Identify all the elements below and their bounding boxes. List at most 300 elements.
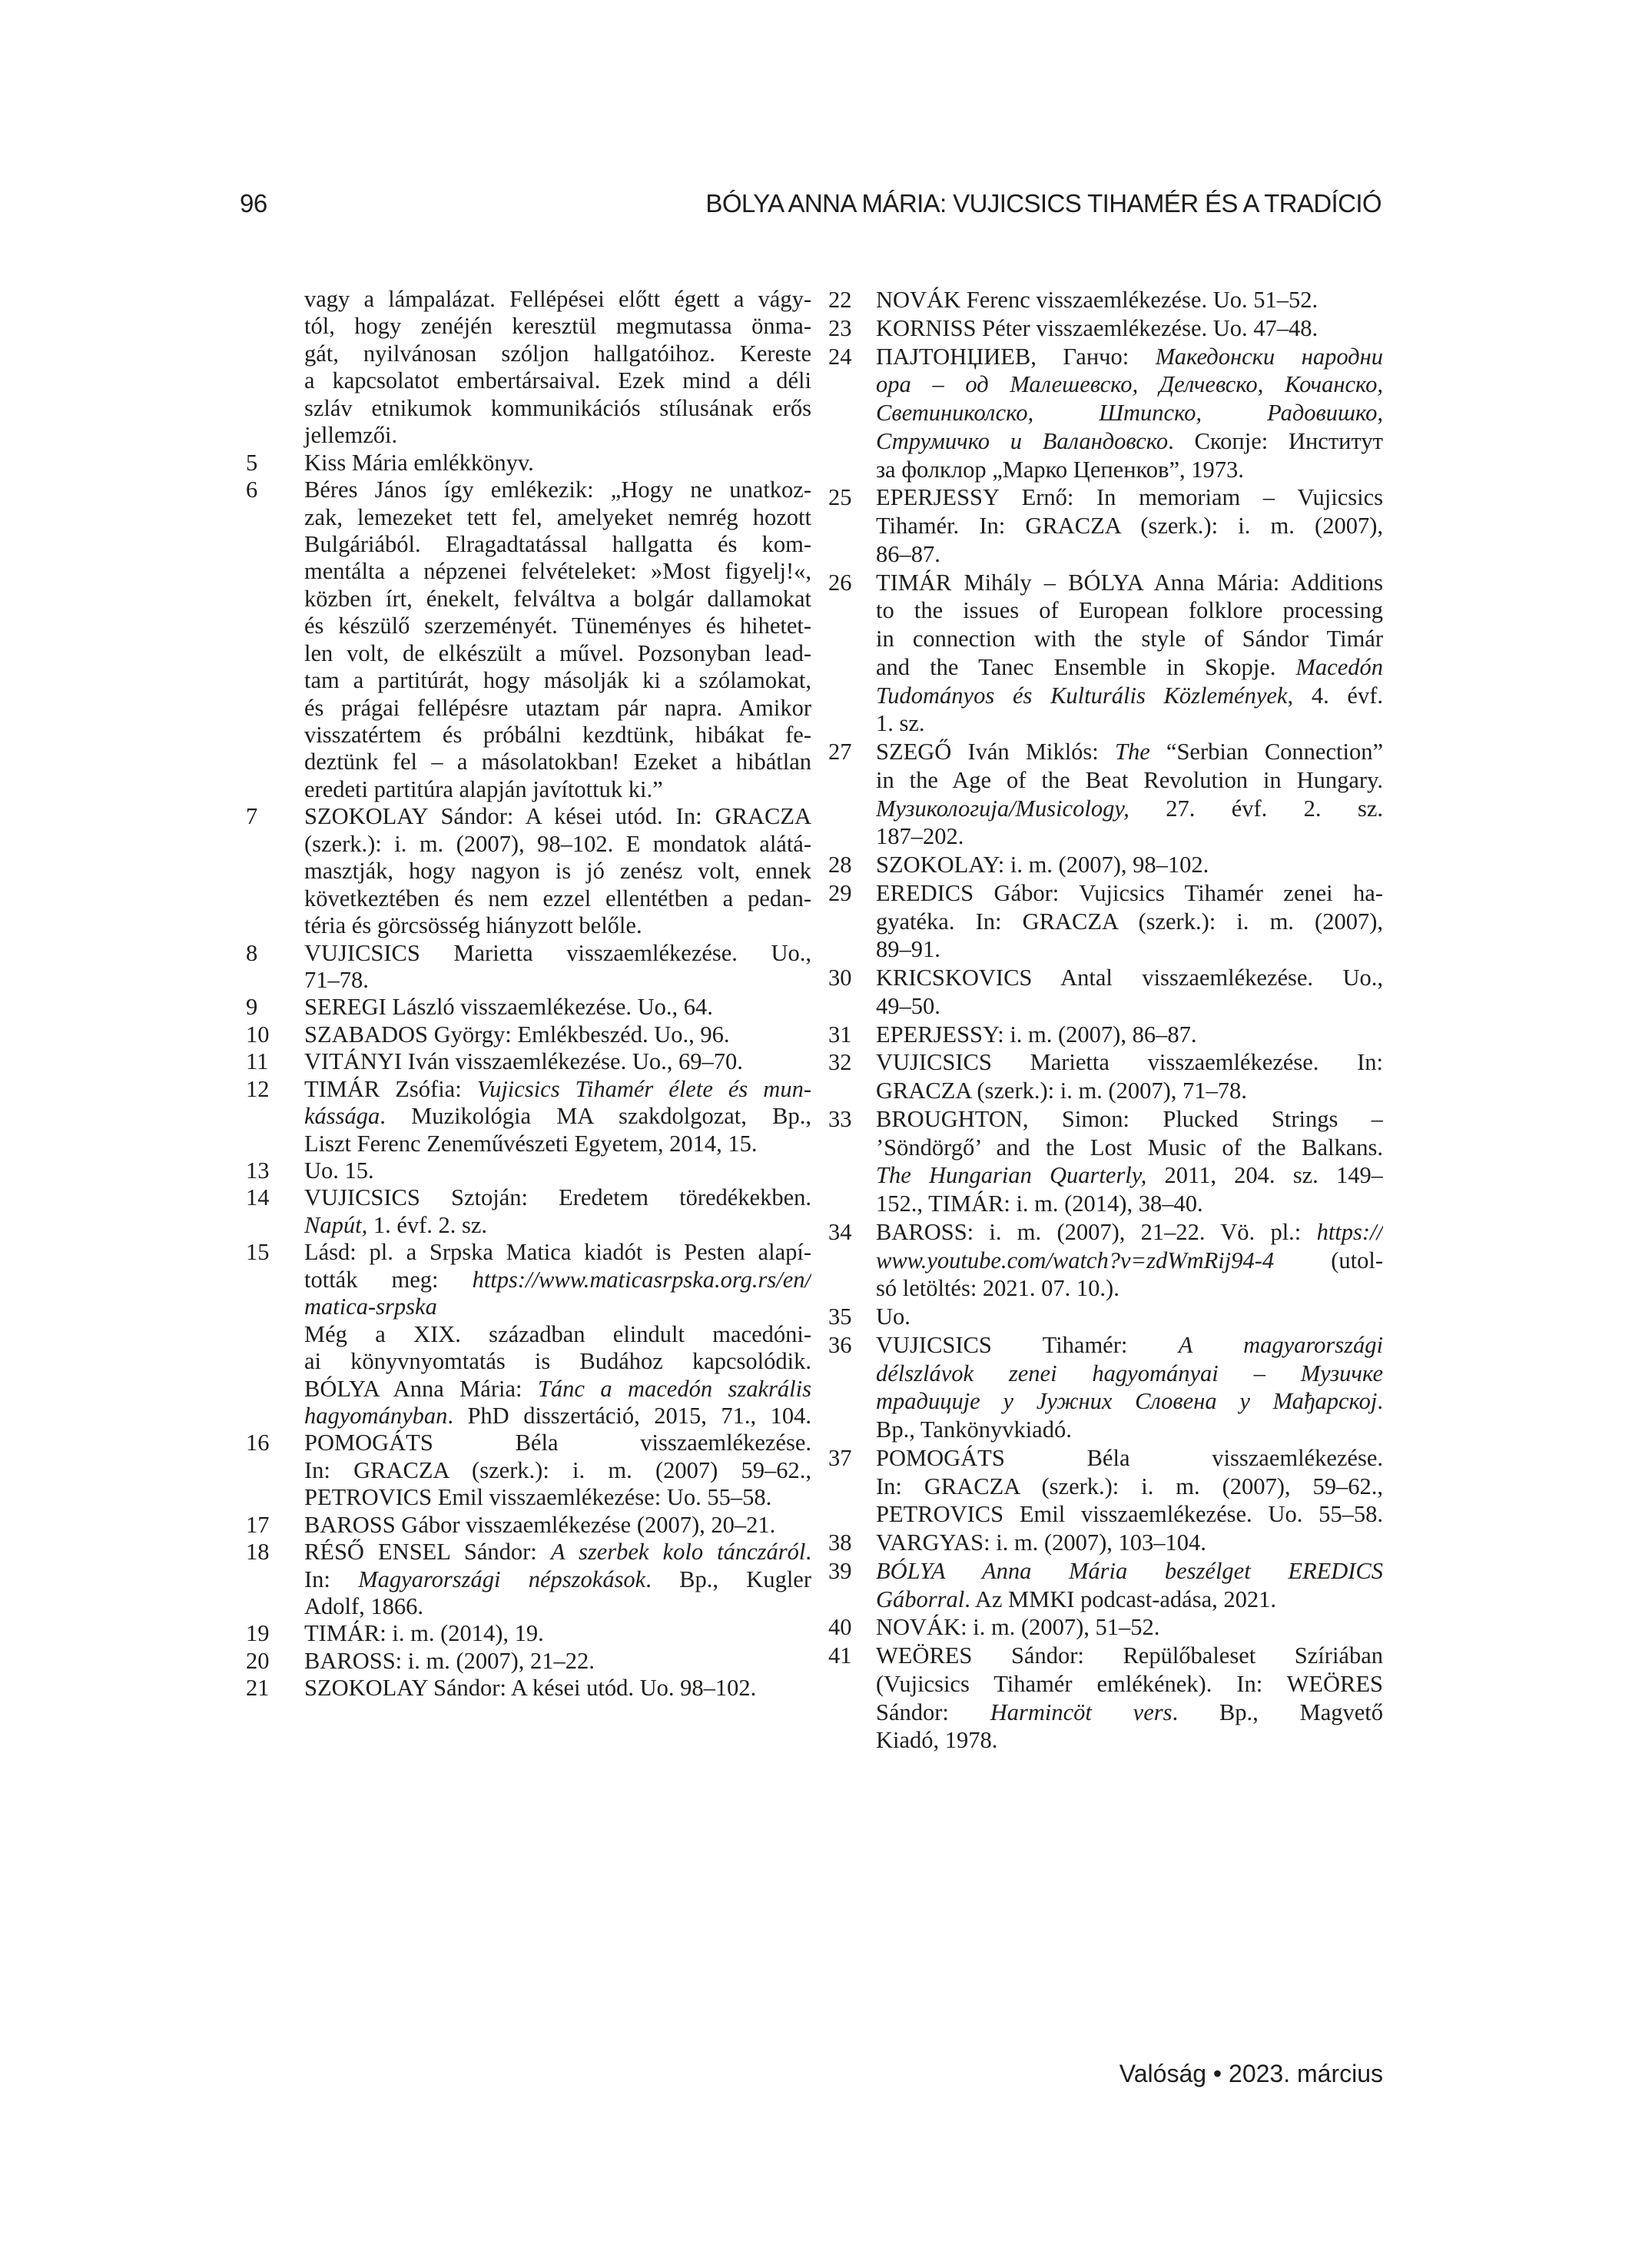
- note-text-segment: Még a XIX. században elindult macedóni-: [304, 1320, 811, 1347]
- note-text-segment: VUJICSICS Marietta visszaemlékezése. Uo.,: [304, 939, 811, 966]
- note-text: [304, 477, 811, 503]
- note-text-segment: POMOGÁTS Béla visszaemlékezése.: [876, 1444, 1383, 1471]
- note-text-italic: Magyarországi népszokások: [358, 1566, 646, 1592]
- note-text-segment: 71–78.: [304, 966, 369, 993]
- note-line: [246, 1267, 811, 1293]
- note-text: [876, 286, 1383, 314]
- note-number: 24: [828, 343, 852, 370]
- note-text-italic: Македонски народни: [1155, 343, 1383, 370]
- note-text-segment: 1. évf. 2. sz.: [367, 1211, 488, 1238]
- note-number: 12: [246, 1075, 270, 1102]
- note-text: [304, 1321, 811, 1348]
- note-line: [828, 1500, 1383, 1529]
- note-text-segment: In:: [304, 1566, 359, 1592]
- note-line: [246, 340, 811, 367]
- note-text: [876, 653, 1383, 682]
- note-line: [246, 558, 811, 585]
- note-text: [876, 540, 1383, 569]
- note-text-italic: A magyarországi: [1178, 1331, 1383, 1358]
- note-text: [876, 1360, 1383, 1388]
- note-number: 15: [246, 1239, 270, 1266]
- note-text: [304, 722, 811, 749]
- note-line: [246, 885, 811, 912]
- note-text-segment: VITÁNYI Iván visszaemlékezése. Uo., 69–70.: [304, 1048, 743, 1075]
- note-text-segment: Adolf, 1866.: [304, 1593, 424, 1619]
- note-line: [246, 1212, 811, 1239]
- note-text-segment: TIMÁR: i. m. (2014), 19.: [304, 1620, 544, 1647]
- note-line: [246, 722, 811, 749]
- note-text-segment: .: [1377, 1388, 1383, 1415]
- note-text-segment: BÓLYA Anna Mária:: [304, 1375, 538, 1402]
- note-text: [876, 1473, 1383, 1501]
- note-text-segment: In: GRACZA (szerk.): i. m. (2007), 59–62.,: [876, 1473, 1383, 1499]
- note-text: [876, 1500, 1383, 1529]
- note-text: [876, 399, 1383, 427]
- note-text-segment: , 4. évf.: [1287, 682, 1383, 709]
- note-line: [246, 1376, 811, 1403]
- left-notes-column: [246, 286, 811, 1702]
- note-text-segment: VUJICSICS Sztoján: Eredetem töredékekben.: [304, 1184, 811, 1211]
- note-text-segment: GRACZA (szerk.): i. m. (2007), 71–78.: [876, 1078, 1247, 1104]
- note-text-segment: SZOKOLAY: i. m. (2007), 98–102.: [876, 852, 1209, 878]
- note-text: [304, 558, 811, 585]
- note-text: [304, 613, 811, 639]
- note-line: [828, 569, 1383, 597]
- note-text-italic: A szerbek kolo tánczáról: [550, 1539, 806, 1566]
- note-text-segment: KRICSKOVICS Antal visszaemlékezése. Uo.,: [876, 965, 1383, 991]
- note-text: [876, 964, 1383, 992]
- note-text: [304, 640, 811, 667]
- note-number: 22: [828, 287, 852, 313]
- note-text-segment: BAROSS: i. m. (2007), 21–22. Vö. pl.:: [876, 1218, 1317, 1245]
- note-text-segment: KORNISS Péter visszaemlékezése. Uo. 47–48.: [876, 314, 1319, 341]
- note-text-segment: . Bp., Magvető: [1172, 1699, 1383, 1725]
- note-text: [304, 749, 811, 775]
- note-line: [246, 1131, 811, 1157]
- note-text: [876, 1247, 1383, 1275]
- note-text: [304, 1021, 811, 1048]
- note-line: [828, 851, 1383, 879]
- note-text-segment: VARGYAS: i. m. (2007), 103–104.: [876, 1529, 1206, 1556]
- note-number: 10: [246, 1021, 270, 1048]
- note-text: [876, 1274, 1383, 1303]
- note-line: [246, 1648, 811, 1675]
- note-line: [828, 992, 1383, 1021]
- note-text: [304, 531, 811, 558]
- note-text: [304, 1539, 811, 1566]
- note-text: [876, 1670, 1383, 1699]
- note-text: [304, 1376, 811, 1403]
- note-text: [876, 908, 1383, 936]
- note-line: [828, 1444, 1383, 1473]
- note-number: 18: [246, 1539, 270, 1566]
- note-text: [876, 1416, 1383, 1444]
- journal-footer: Valóság • 2023. március: [1119, 2060, 1383, 2087]
- note-line: [246, 1157, 811, 1184]
- note-text: [304, 450, 811, 477]
- note-number: 35: [828, 1303, 852, 1330]
- note-line: [828, 1416, 1383, 1444]
- note-text-segment: EPERJESSY: i. m. (2007), 86–87.: [876, 1021, 1197, 1048]
- note-text: [876, 1303, 1383, 1331]
- note-number: 13: [246, 1157, 270, 1184]
- note-line: [246, 450, 811, 477]
- note-text-segment: Bulgáriából. Elragadtatással hallgatta és kom-: [304, 530, 811, 557]
- note-text-segment: RÉSŐ ENSEL Sándor:: [304, 1539, 551, 1566]
- note-text: [304, 367, 811, 394]
- note-text-segment: 2011, 204. sz. 149–: [1146, 1162, 1383, 1189]
- note-text-segment: “Serbian Connection”: [1149, 739, 1383, 765]
- note-line: [828, 1726, 1383, 1755]
- note-text-italic: Gáborral: [876, 1586, 965, 1612]
- note-text: [304, 1103, 811, 1130]
- note-text: [304, 885, 811, 912]
- note-line: [828, 1134, 1383, 1162]
- note-text-segment: NOVÁK Ferenc visszaemlékezése. Uo. 51–52.: [876, 287, 1319, 313]
- note-text-segment: and the Tanec Ensemble in Skopje.: [876, 653, 1296, 680]
- note-text-segment: PETROVICS Emil visszaemlékezése. Uo. 55–58.: [876, 1501, 1383, 1528]
- note-line: [246, 477, 811, 503]
- note-number: 38: [828, 1529, 852, 1556]
- note-text: [876, 1077, 1383, 1105]
- note-text-segment: BAROSS: i. m. (2007), 21–22.: [304, 1647, 595, 1674]
- note-line: [828, 1190, 1383, 1218]
- note-text-segment: és prágai fellépésre utaztam pár napra. Amikor: [304, 694, 811, 721]
- note-text-segment: BROUGHTON, Simon: Plucked Strings –: [876, 1105, 1383, 1132]
- note-number: 20: [246, 1647, 270, 1674]
- note-text-segment: 89–91.: [876, 936, 940, 963]
- note-text: [304, 912, 811, 939]
- note-line: [246, 367, 811, 394]
- note-text-segment: téria és görcsösség hiányzott belőle.: [304, 912, 642, 939]
- note-text-italic: kássága: [304, 1103, 380, 1130]
- note-text-segment: SZOKOLAY Sándor: A kései utód. Uo. 98–102.: [304, 1675, 757, 1702]
- note-line: [246, 667, 811, 694]
- note-line: [246, 1103, 811, 1130]
- note-text-italic: традиције у Јужних Словена у Мађарској: [876, 1388, 1378, 1415]
- note-text: [876, 1021, 1383, 1049]
- note-text-segment: visszatértem és próbálni kezdtünk, hibákat fe-: [304, 722, 811, 748]
- note-text: [876, 1529, 1383, 1557]
- note-text: [304, 695, 811, 722]
- note-text-segment: BAROSS Gábor visszaemlékezése (2007), 20–21.: [304, 1511, 776, 1538]
- note-line: [828, 653, 1383, 682]
- note-text-segment: 187–202.: [876, 823, 964, 850]
- note-text-segment: gyatéka. In: GRACZA (szerk.): i. m. (2007),: [876, 908, 1383, 935]
- note-text-segment: Liszt Ferenc Zeneművészeti Egyetem, 2014, 15.: [304, 1130, 758, 1157]
- note-text-segment: ai könyvnyomtatás is Budához kapcsolódik.: [304, 1348, 811, 1375]
- note-text-segment: masztják, hogy nagyon is jó zenész volt, ennek: [304, 858, 811, 885]
- note-line: [828, 1105, 1383, 1134]
- note-text-italic: https://www.maticasrpska.org.rs/en/: [472, 1266, 811, 1293]
- note-number: 26: [828, 569, 852, 596]
- note-text-segment: SZEGŐ Iván Miklós:: [876, 739, 1115, 765]
- note-text: [304, 586, 811, 613]
- note-line: [246, 286, 811, 313]
- note-text-segment: következtében és nem ezzel ellentétben a pedan-: [304, 885, 811, 912]
- note-number: 7: [246, 803, 258, 830]
- note-line: [246, 1239, 811, 1266]
- note-text-segment: . Muzikológia MA szakdolgozat, Bp.,: [380, 1103, 811, 1130]
- note-text: [876, 512, 1383, 540]
- note-text-segment: (szerk.): i. m. (2007), 98–102. E mondatok alátá-: [304, 830, 811, 857]
- note-text: [876, 625, 1383, 653]
- note-text: [304, 286, 811, 313]
- note-text: [304, 994, 811, 1021]
- note-line: [828, 935, 1383, 964]
- note-text: [304, 1212, 811, 1239]
- note-text: [876, 1218, 1383, 1247]
- note-text: [876, 1387, 1383, 1416]
- note-text-segment: Béres János így emlékezik: „Hogy ne unatkoz-: [304, 477, 811, 503]
- note-text-segment: zak, lemezeket tett fel, amelyeket nemrég hozott: [304, 503, 811, 530]
- note-text-segment: len volt, de elkészült a művel. Pozsonyban lead-: [304, 639, 811, 666]
- note-text: [876, 682, 1383, 710]
- note-text-segment: POMOGÁTS Béla visszaemlékezése.: [304, 1430, 811, 1456]
- note-text-segment: in connection with the style of Sándor Timár: [876, 626, 1383, 652]
- note-line: [828, 1048, 1383, 1077]
- note-text-italic: hagyományban: [304, 1402, 448, 1429]
- note-text: [876, 596, 1383, 625]
- note-text: [876, 1331, 1383, 1360]
- note-text-segment: gát, nyilvánosan szóljon hallgatóihoz. Kereste: [304, 340, 811, 367]
- note-text-segment: 27. évf. 2. sz.: [1129, 795, 1383, 822]
- note-text-italic: https://: [1316, 1218, 1383, 1245]
- note-text: [876, 1557, 1383, 1586]
- note-number: 41: [828, 1642, 852, 1669]
- note-text-segment: Tihamér. In: GRACZA (szerk.): i. m. (2007),: [876, 513, 1383, 539]
- note-text-segment: 86–87.: [876, 540, 940, 567]
- note-number: 37: [828, 1444, 852, 1471]
- note-line: [828, 1360, 1383, 1388]
- note-text: [876, 992, 1383, 1021]
- note-text-segment: . Az MMKI podcast-adása, 2021.: [964, 1586, 1276, 1612]
- note-text: [304, 1566, 811, 1593]
- note-text: [304, 1457, 811, 1484]
- note-text-segment: Lásd: pl. a Srpska Matica kiadót is Pesten alapí-: [304, 1239, 811, 1266]
- note-line: [246, 776, 811, 803]
- note-line: [246, 1048, 811, 1075]
- note-number: 34: [828, 1218, 852, 1245]
- note-line: [828, 682, 1383, 710]
- note-text: [876, 314, 1383, 343]
- note-number: 14: [246, 1184, 270, 1211]
- note-number: 32: [828, 1049, 852, 1076]
- note-line: [828, 1557, 1383, 1586]
- note-text: [876, 738, 1383, 766]
- note-line: [828, 1699, 1383, 1727]
- note-text: [876, 1699, 1383, 1727]
- note-text-segment: . Скопје: Институт: [1168, 427, 1383, 454]
- note-text-italic: Tánc a macedón szakrális: [537, 1375, 811, 1402]
- note-line: [828, 1586, 1383, 1614]
- note-number: 9: [246, 994, 258, 1021]
- note-line: [828, 1613, 1383, 1642]
- note-text-italic: Vujicsics Tihamér élete és mun-: [476, 1075, 811, 1102]
- note-text-italic: ора – од Малешевско, Делчевско, Кочанско,: [876, 371, 1383, 398]
- note-text: [304, 1293, 811, 1320]
- note-text: [304, 1239, 811, 1266]
- note-text-segment: . PhD disszertáció, 2015, 71., 104.: [447, 1402, 811, 1429]
- note-line: [828, 1303, 1383, 1331]
- note-line: [246, 1484, 811, 1511]
- note-number: 11: [246, 1048, 269, 1075]
- note-line: [246, 940, 811, 967]
- note-text: [304, 1675, 811, 1702]
- note-text-segment: NOVÁK: i. m. (2007), 51–52.: [876, 1614, 1160, 1641]
- note-text-italic: Струмичко и Валандовско: [876, 427, 1169, 454]
- note-line: [246, 504, 811, 531]
- note-number: 25: [828, 484, 852, 511]
- note-text: [876, 427, 1383, 456]
- note-text: [304, 776, 811, 803]
- note-text-segment: ПАЈТОНЏИЕВ, Ганчо:: [876, 343, 1156, 370]
- note-line: [828, 1331, 1383, 1360]
- note-line: [828, 1218, 1383, 1247]
- note-text: [304, 803, 811, 830]
- note-text-segment: TIMÁR Mihály – BÓLYA Anna Mária: Additions: [876, 569, 1383, 596]
- note-text-segment: közben írt, énekelt, felváltva a bolgár dallamokat: [304, 585, 811, 612]
- note-line: [828, 370, 1383, 399]
- note-line: [246, 749, 811, 775]
- note-text: [304, 1484, 811, 1511]
- note-text: [876, 456, 1383, 484]
- note-text-segment: Uo.: [876, 1303, 911, 1330]
- note-number: 36: [828, 1331, 852, 1358]
- note-text-segment: mentálta a népzenei felvételeket: »Most figyelj!«,: [304, 558, 811, 585]
- note-line: [828, 343, 1383, 371]
- note-line: [246, 695, 811, 722]
- note-text: [876, 1642, 1383, 1670]
- note-line: [246, 912, 811, 939]
- note-line: [246, 640, 811, 667]
- note-line: [246, 422, 811, 449]
- note-line: [246, 1675, 811, 1702]
- note-line: [828, 1021, 1383, 1049]
- note-text-segment: Kiadó, 1978.: [876, 1727, 998, 1754]
- note-number: 8: [246, 939, 258, 966]
- note-text-segment: 49–50.: [876, 992, 940, 1019]
- note-text-segment: Kiss Mária emlékkönyv.: [304, 449, 534, 476]
- note-text: [876, 1161, 1383, 1190]
- note-text: [876, 1190, 1383, 1218]
- note-line: [828, 286, 1383, 314]
- note-text-italic: BÓLYA Anna Mária beszélget EREDICS: [876, 1557, 1383, 1584]
- note-line: [828, 512, 1383, 540]
- note-text-italic: Napút,: [304, 1211, 368, 1238]
- note-text: [304, 1430, 811, 1456]
- note-text: [304, 967, 811, 994]
- note-text-segment: TIMÁR Zsófia:: [304, 1075, 477, 1102]
- note-text-segment: in the Age of the Beat Revolution in Hungary.: [876, 766, 1383, 793]
- note-text-italic: délszlávok zenei hagyományai – Музичке: [876, 1360, 1383, 1386]
- note-number: 5: [246, 449, 258, 476]
- note-text-segment: In: GRACZA (szerk.): i. m. (2007) 59–62.,: [304, 1456, 811, 1483]
- note-text-italic: The: [1114, 739, 1150, 765]
- note-line: [828, 1387, 1383, 1416]
- note-text: [876, 1105, 1383, 1134]
- note-line: [246, 858, 811, 885]
- note-line: [246, 1021, 811, 1048]
- note-line: [828, 399, 1383, 427]
- note-line: [246, 1403, 811, 1430]
- note-text-segment: só letöltés: 2021. 07. 10.).: [876, 1275, 1120, 1302]
- note-text: [304, 1131, 811, 1157]
- note-text: [304, 1620, 811, 1647]
- note-number: 6: [246, 477, 258, 503]
- note-text-segment: (utol-: [1274, 1247, 1383, 1273]
- note-line: [246, 395, 811, 422]
- note-text-segment: to the issues of European folklore processing: [876, 597, 1383, 624]
- note-line: [246, 1430, 811, 1456]
- note-line: [246, 994, 811, 1021]
- note-text: [304, 1157, 811, 1184]
- note-line: [246, 1457, 811, 1484]
- note-line: [828, 1529, 1383, 1557]
- note-text-segment: (Vujicsics Tihamér emlékének). In: WEÖRES: [876, 1670, 1383, 1697]
- note-text: [304, 1267, 811, 1293]
- note-line: [828, 1670, 1383, 1699]
- note-number: 29: [828, 879, 852, 906]
- note-text: [304, 1593, 811, 1620]
- note-line: [246, 803, 811, 830]
- note-text-segment: tották meg:: [304, 1266, 473, 1293]
- note-number: 16: [246, 1430, 270, 1456]
- note-line: [828, 964, 1383, 992]
- note-text-segment: eredeti partitúra alapján javítottuk ki.”: [304, 775, 663, 802]
- note-line: [828, 908, 1383, 936]
- note-text: [876, 879, 1383, 908]
- note-number: 19: [246, 1620, 270, 1647]
- note-line: [246, 613, 811, 639]
- note-text-segment: deztünk fel – a másolatokban! Ezeket a hibátlan: [304, 749, 811, 775]
- note-text: [876, 1444, 1383, 1473]
- note-line: [246, 1076, 811, 1103]
- note-line: [246, 1321, 811, 1348]
- note-line: [828, 879, 1383, 908]
- note-text: [304, 1048, 811, 1075]
- note-number: 23: [828, 314, 852, 341]
- note-line: [828, 822, 1383, 851]
- note-line: [246, 1184, 811, 1211]
- note-text: [304, 858, 811, 885]
- note-text-segment: VUJICSICS Tihamér:: [876, 1331, 1179, 1358]
- note-text: [876, 795, 1383, 823]
- note-text-italic: Tudományos és Kulturális Közlemények: [876, 682, 1288, 709]
- note-text-italic: Музикологија/Musicology,: [876, 795, 1129, 822]
- note-text-segment: WEÖRES Sándor: Repülőbaleset Szíriában: [876, 1642, 1383, 1669]
- note-text-segment: EPERJESSY Ernő: In memoriam – Vujicsics: [876, 484, 1383, 511]
- note-text-segment: EREDICS Gábor: Vujicsics Tihamér zenei ha-: [876, 879, 1383, 906]
- note-text: [304, 395, 811, 422]
- note-text-segment: SZOKOLAY Sándor: A kései utód. In: GRACZA: [304, 803, 811, 830]
- note-line: [828, 483, 1383, 512]
- note-text: [304, 831, 811, 858]
- note-text: [876, 935, 1383, 964]
- note-text-italic: www.youtube.com/watch?v=zdWmRij94-4: [876, 1247, 1275, 1273]
- note-text: [304, 1348, 811, 1375]
- note-line: [246, 531, 811, 558]
- note-line: [828, 427, 1383, 456]
- note-text-segment: 152., TIMÁR: i. m. (2014), 38–40.: [876, 1190, 1203, 1217]
- note-text-segment: .: [805, 1539, 811, 1566]
- note-text: [304, 1184, 811, 1211]
- note-text: [304, 422, 811, 449]
- note-number: 33: [828, 1105, 852, 1132]
- note-number: 28: [828, 852, 852, 878]
- note-line: [246, 1512, 811, 1539]
- note-text-segment: за фолклор „Марко Цепенков”, 1973.: [876, 456, 1244, 483]
